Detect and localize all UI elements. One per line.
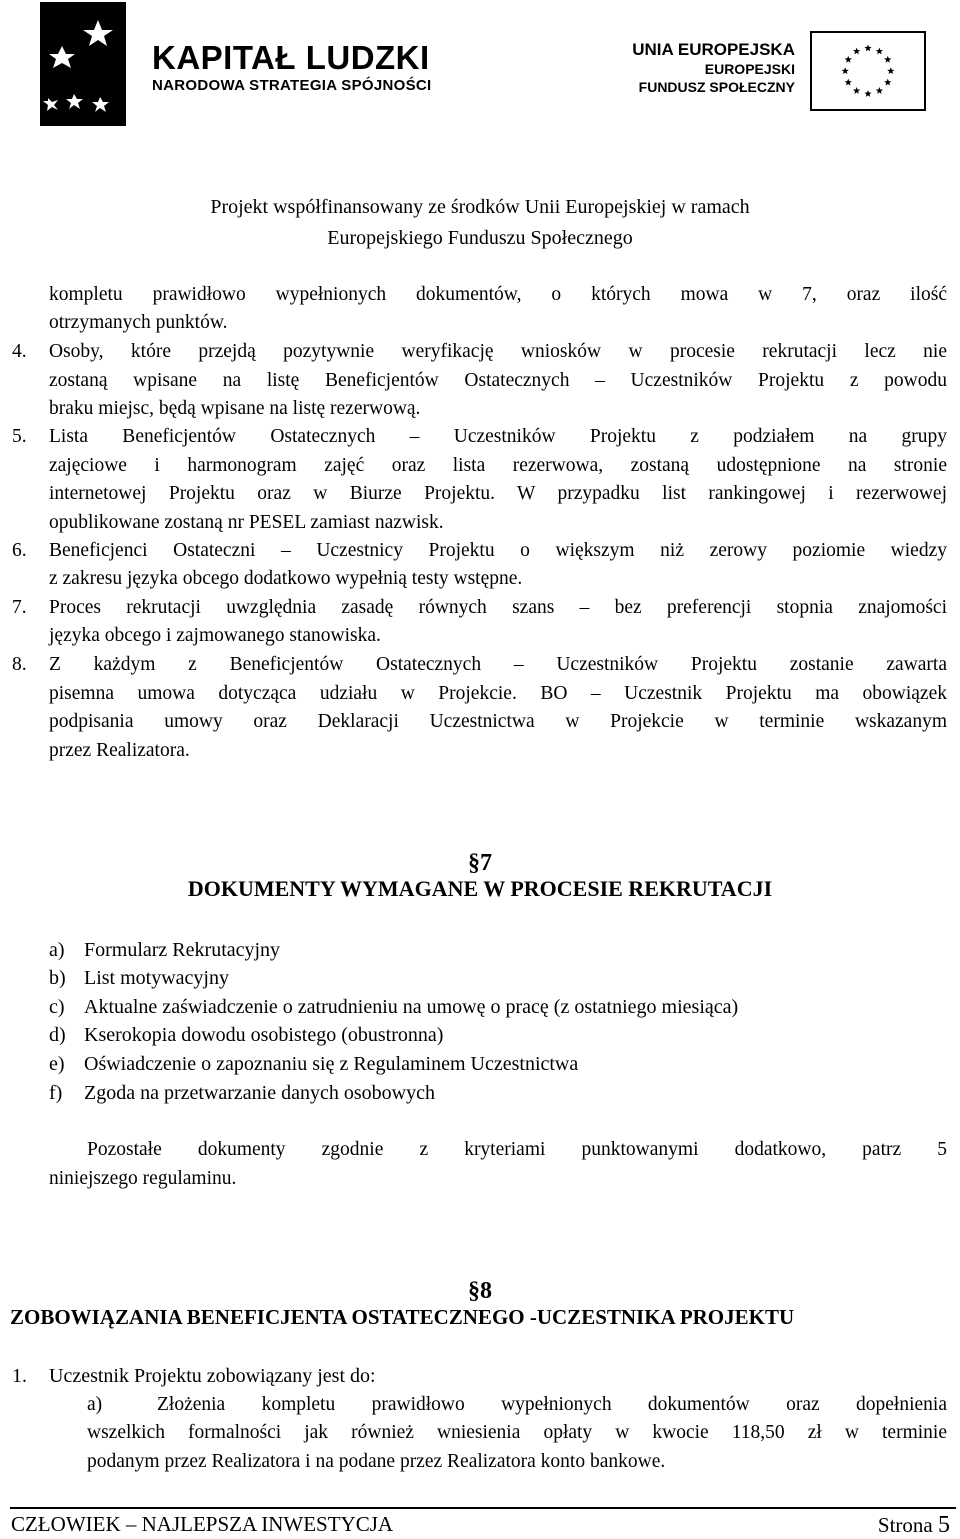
item-7-number: 7. [12,597,27,618]
item-letter: b) [49,967,66,989]
item-text: Oświadczenie o zapoznaniu się z Regulaminem Uczestnictwa [84,1053,579,1075]
continued-line-2: otrzymanych punktów. [49,312,228,333]
item-5-line: Lista Beneficjentów Ostatecznych – Uczestników Projektu z podziałem na grupy [49,426,947,447]
item-8-line: przez Realizatora. [49,740,190,761]
document-item [49,1079,435,1108]
eu-line1: EUROPEJSKI [704,61,795,77]
eu-star [887,67,894,74]
section-8-title: ZOBOWIĄZANIA BENEFICJENTA OSTATECZNEGO -UCZESTNIKA PROJEKTU [10,1305,795,1329]
item-letter: d) [49,1024,66,1046]
section-8-sign: §8 [468,1278,492,1304]
section-7-title: DOKUMENTY WYMAGANE W PROCESIE REKRUTACJI [187,876,773,901]
item-text: Kserokopia dowodu osobistego (obustronna) [84,1024,444,1046]
s8-sub-line: Złożenia kompletu prawidłowo wypełnionych dokumentów oraz dopełnienia [157,1394,947,1415]
item-7-line: języka obcego i zajmowanego stanowiska. [49,625,381,646]
document-item [49,964,229,993]
eu-star [842,67,849,74]
document-item [49,1050,578,1079]
eu-title: UNIA EUROPEJSKA [632,40,795,59]
item-6-line: z zakresu języka obcego dodatkowo wypełnią testy wstępne. [49,568,523,589]
item-letter: a) [49,939,65,961]
eu-star [884,56,891,63]
document-item [49,936,280,965]
item-6-line: Beneficjenci Ostateczni – Uczestnicy Projektu o większym niż zerowy poziomie wiedzy [49,540,947,561]
item-8-line: podpisania umowy oraz Deklaracji Uczestnictwa w Projekcie w terminie wskazanym [49,711,947,732]
continued-line-1: kompletu prawidłowo wypełnionych dokumentów, o których mowa w 7, oraz ilość [49,284,947,305]
eu-star [864,90,871,97]
item-text: Aktualne zaświadczenie o zatrudnieniu na umowę o pracę (z ostatniego miesiąca) [84,996,739,1018]
item-4-line: Osoby, które przejdą pozytywnie weryfikację wniosków w procesie rekrutacji lecz nie [49,341,947,362]
s8-sub-line: podanym przez Realizatora i na podane przez Realizatora konto bankowe. [87,1451,666,1472]
item-text: Zgoda na przetwarzanie danych osobowych [84,1082,435,1104]
item-letter: c) [49,996,65,1018]
eu-wordmark [632,40,795,96]
page-number [878,1512,950,1539]
item-8-number: 8. [12,654,27,675]
page-label: Strona [877,1513,933,1537]
item-8-line: pisemna umowa dotycząca udziału w Projekcie. BO – Uczestnik Projektu ma obowiązek [49,683,947,704]
item-5-line: zajęciowe i harmonogram zajęć oraz lista rezerwowa, zostaną udostępnione na stronie [49,455,947,476]
item-4-number: 4. [12,341,27,362]
eu-star [864,44,871,51]
s8-item-1-number: 1. [12,1365,27,1387]
s8-item-1-text: Uczestnik Projektu zobowiązany jest do: [49,1365,376,1387]
s8-sub-line: wszelkich formalności jak również wniesienia opłaty w kwocie 118,50 zł w terminie [87,1422,947,1443]
section-7-note-line-1: Pozostałe dokumenty zgodnie z kryteriami punktowanymi dodatkowo, patrz 5 [87,1139,947,1160]
item-letter: f) [49,1082,63,1104]
eu-star [853,47,860,54]
item-letter: e) [49,1053,65,1075]
eu-star [853,87,860,94]
eu-line2: FUNDUSZ SPOŁECZNY [638,79,795,95]
kl-title: KAPITAŁ LUDZKI [152,39,430,76]
section-7-note-line-2: niniejszego regulaminu. [49,1168,237,1189]
document-item [49,993,738,1022]
item-6-number: 6. [12,540,27,561]
eu-star [845,79,852,86]
item-text: List motywacyjny [84,967,229,989]
item-4-line: braku miejsc, będą wpisane na listę rezerwową. [49,398,421,419]
kapital-ludzki-logo [40,2,126,126]
eu-star [884,79,891,86]
page-num: 5 [938,1512,950,1538]
s8-sub-letter: a) [87,1394,103,1415]
kapital-ludzki-wordmark [152,40,432,96]
footer-slogan: CZŁOWIEK – NAJLEPSZA INWESTYCJA [11,1512,394,1536]
kl-subtitle: NARODOWA STRATEGIA SPÓJNOŚCI [152,77,432,94]
item-8-line: Z każdym z Beneficjentów Ostatecznych – Uczestników Projektu zostanie zawarta [49,654,947,675]
eu-star [876,87,883,94]
eu-star [845,56,852,63]
footer-divider [10,1507,956,1509]
cofinancing-line-2: Europejskiego Funduszu Społecznego [327,227,633,249]
item-5-line: opublikowane zostaną nr PESEL zamiast nazwisk. [49,512,444,533]
section-7-sign: §7 [468,850,492,876]
eu-flag-icon [810,31,926,111]
document-item [49,1021,443,1050]
item-7-line: Proces rekrutacji uwzględnia zasadę równych szans – bez preferencji stopnia znajomości [49,597,947,618]
item-4-line: zostaną wpisane na listę Beneficjentów Ostatecznych – Uczestników Projektu z powodu [49,370,947,391]
item-text: Formularz Rekrutacyjny [84,939,281,961]
item-5-number: 5. [12,426,27,447]
item-5-line: internetowej Projektu oraz w Biurze Projektu. W przypadku list rankingowej i rezerwowej [49,483,947,504]
cofinancing-line-1: Projekt współfinansowany ze środków Unii Europejskiej w ramach [210,196,750,218]
eu-star [876,47,883,54]
